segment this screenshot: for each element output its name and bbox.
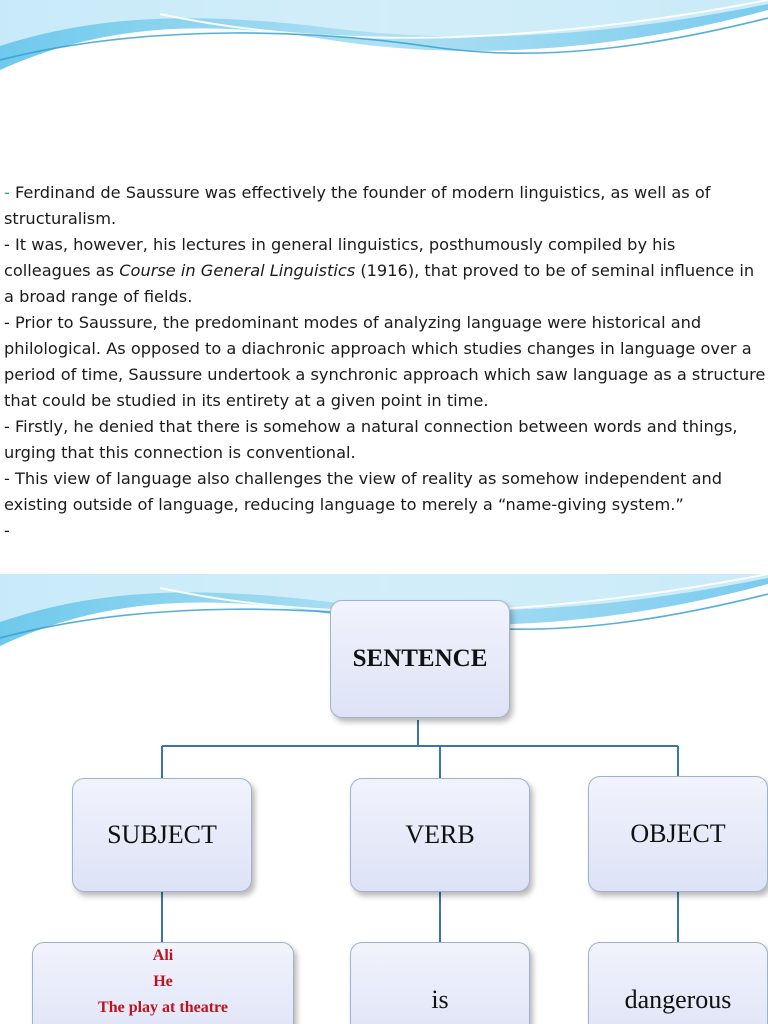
bullet-dash: - — [4, 521, 10, 540]
subject-example: The play at theatre — [98, 999, 228, 1016]
bullet-dash: - — [4, 235, 10, 254]
bullet-item — [4, 414, 766, 466]
object-example-label: dangerous — [624, 985, 732, 1014]
node-sentence-label: SENTENCE — [352, 645, 488, 672]
bullet-dash: - — [4, 183, 10, 202]
node-object-example — [588, 942, 768, 1024]
node-verb-example — [350, 942, 530, 1024]
bullet-text: This view of language also challenges the view of reality as somehow independent and existing outside of language, reducing language to merely a “name-giving system.” — [4, 469, 723, 514]
header-wave-decoration — [0, 0, 768, 90]
node-object — [588, 776, 768, 892]
bullet-text: It was, however, his lectures in general linguistics, posthumously compiled by his colleagues as — [4, 235, 676, 280]
bullet-item — [4, 232, 766, 310]
book-title: Course in General Linguistics — [119, 261, 356, 280]
bullet-item — [4, 518, 766, 544]
bullet-dash: - — [4, 313, 10, 332]
bullet-text: Ferdinand de Saussure was effectively the founder of modern linguistics, as well as of structuralism. — [4, 183, 711, 228]
bullet-text: (1916), that proved to be of seminal influence in a broad range of fields. — [4, 261, 755, 306]
node-sentence — [330, 600, 510, 718]
bullet-dash: - — [4, 469, 10, 488]
node-verb — [350, 778, 530, 892]
subject-example: Ali — [152, 947, 174, 964]
subject-example: He — [153, 973, 173, 990]
node-subject-label: SUBJECT — [107, 820, 217, 849]
slide-sentence-diagram — [0, 574, 768, 1024]
node-subject — [72, 778, 252, 892]
bullet-text: Prior to Saussure, the predominant modes of analyzing language were historical and philological. As opposed to a diachronic approach which studies changes in language over a period of time, Saussure undertook a synchronic approach which saw language as a structure that could be studied in its entirety at a given point in time. — [4, 313, 766, 410]
bullet-item — [4, 180, 766, 232]
node-subject-examples — [32, 942, 294, 1024]
node-object-label: OBJECT — [630, 819, 726, 848]
bullet-item — [4, 466, 766, 518]
node-verb-label: VERB — [405, 820, 475, 849]
bullet-dash: - — [4, 417, 10, 436]
bullet-list — [4, 180, 766, 544]
verb-example-label: is — [431, 985, 449, 1014]
bullet-text: Firstly, he denied that there is somehow a natural connection between words and things, urging that this connection is conventional. — [4, 417, 738, 462]
bullet-item — [4, 310, 766, 414]
